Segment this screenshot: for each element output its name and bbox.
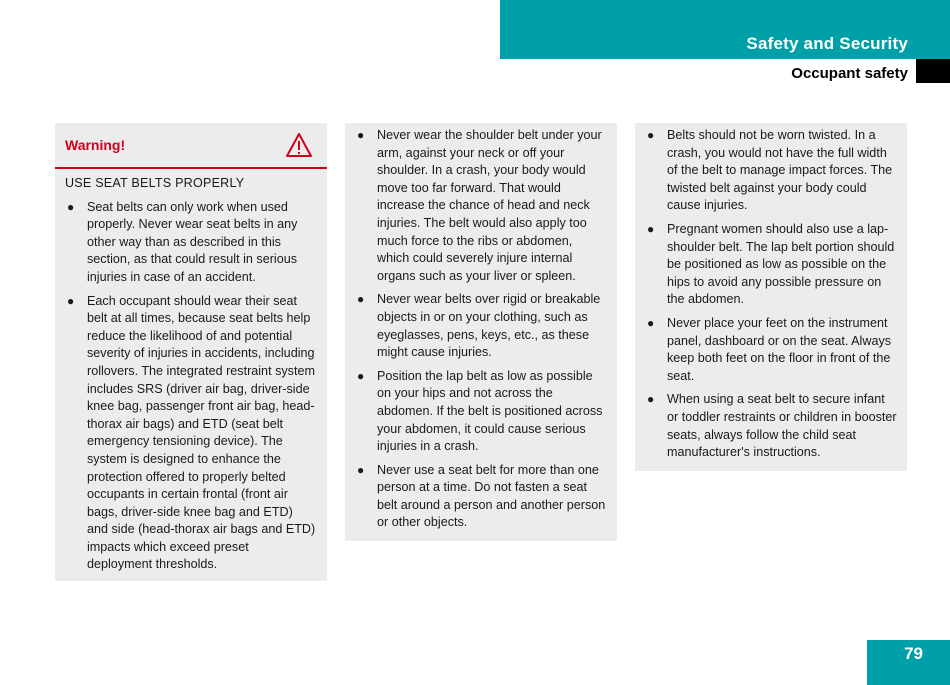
list-item-text: Pregnant women should also use a lap-shoulder belt. The lap belt portion should be positioned as low as possible on the hips to avoid any possible pressure on the abdomen. [667,221,895,307]
warning-title: Warning! [65,137,126,153]
list-item-text: Seat belts can only work when used properly. Never wear seat belts in any other way than as described in this section, as that could result in serious injuries in case of an accident. [87,199,298,284]
list-item [645,221,897,309]
list-item [65,199,317,287]
list-item-text: Never place your feet on the instrument panel, dashboard or on the seat. Always keep both feet on the floor in front of the seat. [667,315,892,383]
list-item-text: Belts should not be worn twisted. In a crash, you would not have the full width of the belt to manage impact forces. The twisted belt against your body could cause injuries. [667,128,893,213]
warning-bullet-list [55,199,327,574]
list-item [645,315,897,385]
bullet-icon: ● [357,368,365,383]
warning-triangle-icon [285,132,313,158]
warning-subtitle: USE SEAT BELTS PROPERLY [65,176,245,190]
bullet-icon: ● [67,199,75,214]
warning-box [55,123,327,581]
list-item-text: Each occupant should wear their seat belt at all times, because seat belts help reduce the likelihood of and potential severity of injuries in accidents, including rollovers. The integrated restraint system includes SRS (driver air bag, driver-side knee bag, passenger front air bag, head-thorax air bags) and ETD (seat belt emergency tensioning device). The system is designed to enhance the protection offered to properly belted occupants in certain frontal (front air bags, driver-side knee bag and ETD) and side (head-thorax air bags and ETD) impacts which exceed preset deployment thresholds. [87,293,316,572]
list-item-text: Never use a seat belt for more than one person at a time. Do not fasten a seat belt around a person and another person or other objects. [377,462,606,530]
page-number-box [867,640,950,685]
list-item [645,127,897,215]
bullet-icon: ● [357,128,365,142]
bullet-icon: ● [357,462,365,477]
subsection-title: Occupant safety [791,65,908,82]
list-item [355,291,607,361]
list-item-text: Never wear belts over rigid or breakable objects in or on your clothing, such as eyeglasses, pens, keys, etc., as these might cause injuries. [377,292,601,360]
list-item [355,462,607,532]
section-tab-marker [916,59,950,83]
warning-header [55,123,327,169]
info-box-column-2 [345,123,617,541]
bullet-icon: ● [647,128,655,142]
list-item [65,293,317,575]
list-item-text: When using a seat belt to secure infant or toddler restraints or children in booster seats, always follow the child seat manufacturer's instructions. [667,392,897,460]
info-box-column-3 [635,123,907,471]
list-item [645,391,897,461]
bullet-icon: ● [67,293,75,308]
page-number: 79 [904,644,923,663]
section-title: Safety and Security [746,34,908,53]
list-item-text: Position the lap belt as low as possible on your hips and not across the abdomen. If the belt is positioned across your abdomen, it could cause serious injuries in a crash. [377,368,603,454]
bullet-icon: ● [647,392,655,407]
list-item [355,368,607,456]
bullet-list [635,123,907,462]
bullet-list [345,123,617,532]
bullet-icon: ● [647,315,655,330]
list-item [355,127,607,285]
bullet-icon: ● [647,221,655,236]
bullet-icon: ● [357,292,365,307]
list-item-text: Never wear the shoulder belt under your arm, against your neck or off your shoulder. In a crash, your body would move too far forward. That would increase the chance of head and neck injuries. The belt would also apply too much force to the ribs or abdomen, which could severely injure internal organs such as your liver or spleen. [377,128,602,283]
